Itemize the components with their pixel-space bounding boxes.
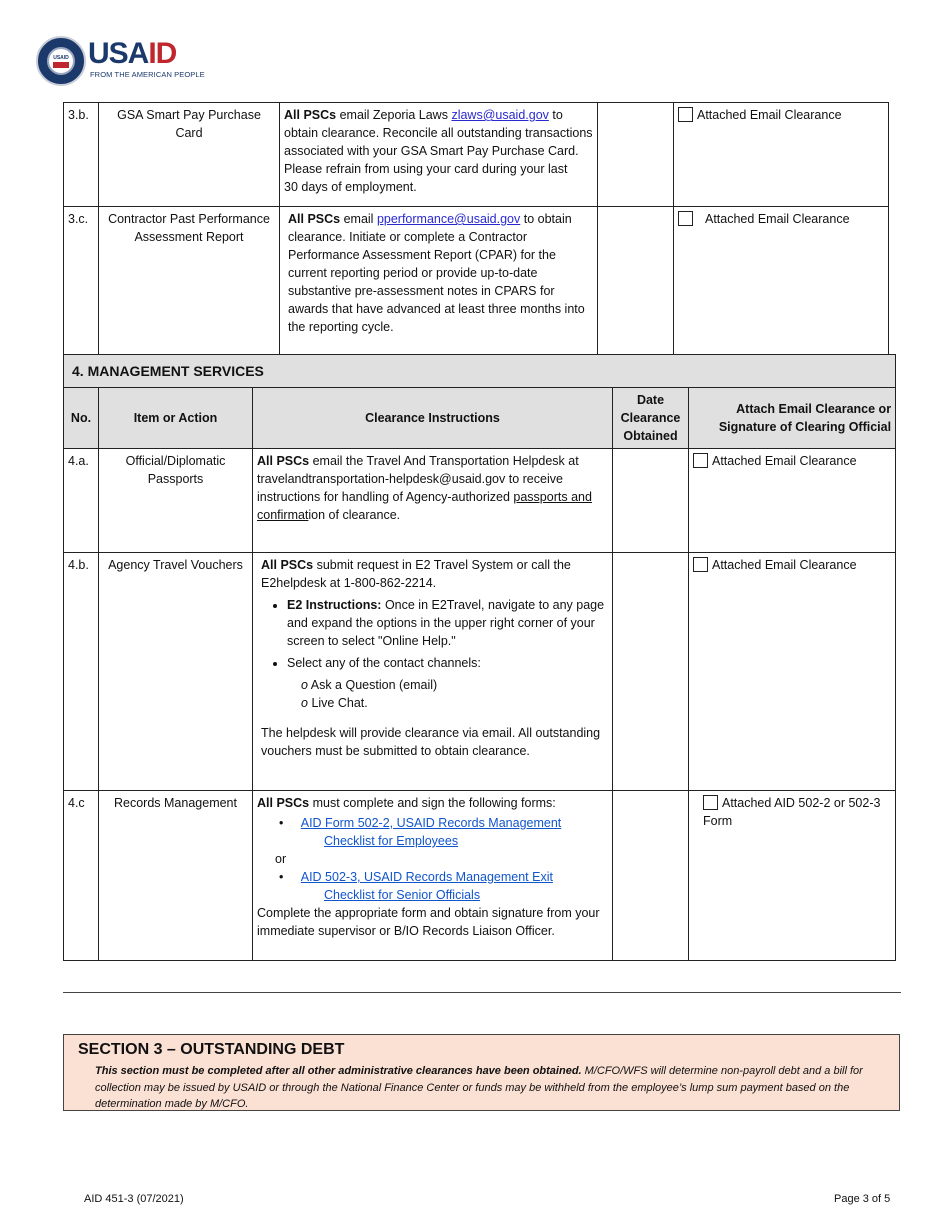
table-row <box>64 449 896 553</box>
attach-cell: Attached Email Clearance <box>674 103 889 207</box>
clearance-table-section-4 <box>63 354 896 961</box>
item-label: Contractor Past Performance Assessment Report <box>99 207 280 355</box>
clearance-instructions: All PSCs email Zeporia Laws zlaws@usaid.gov to obtain clearance. Reconcile all outstanding transactions associated with your GSA Smart Pay Purchase Card. Please refrain from using your card during your last 30 days of employment. <box>280 103 598 207</box>
email-link[interactable]: pperformance@usaid.gov <box>376 212 521 226</box>
attach-cell: Attached Email Clearance <box>689 449 896 553</box>
attach-checkbox[interactable] <box>678 211 693 226</box>
section-3-text: This section must be completed after all other administrative clearances have been obtained. M/CFO/WFS will determine non-payroll debt and a bill for collection may be issued by USAID or through the National Finance Center or funds may be withheld from the employee’s lump sum payment based on the determination made by M/CFO. <box>95 1065 863 1110</box>
row-number: 4.b. <box>64 553 99 791</box>
item-label: Agency Travel Vouchers <box>99 553 253 791</box>
form-502-2-link-cont[interactable]: Checklist for Employees <box>324 834 459 848</box>
date-cell[interactable] <box>598 103 674 207</box>
divider <box>63 992 901 993</box>
table-row <box>64 553 896 791</box>
attach-checkbox[interactable] <box>678 107 693 122</box>
form-number: AID 451-3 (07/2021) <box>84 1193 184 1205</box>
row-number: 3.b. <box>64 103 99 207</box>
header-item: Item or Action <box>99 388 253 449</box>
attach-checkbox[interactable] <box>693 453 708 468</box>
table-row <box>64 103 889 207</box>
clearance-instructions: All PSCs submit request in E2 Travel System or call the E2helpdesk at 1-800-862-2214. • E2 Instructions: Once in E2Travel, navigate to any page and expand the options in the upper right corner of your screen to select "Online Help." • Select any of the contact channels: o Ask a Question (email) o Live Chat. The helpdesk will provide clearance via email. All outstanding vouchers must be submitted to obtain clearance. <box>253 553 613 791</box>
usaid-seal-icon: USAID <box>36 36 86 86</box>
header-no: No. <box>64 388 99 449</box>
attach-checkbox[interactable] <box>693 557 708 572</box>
form-502-3-link-cont[interactable]: Checklist for Senior Officials <box>324 888 481 902</box>
section-3-title: SECTION 3 – OUTSTANDING DEBT <box>78 1041 345 1058</box>
logo-wordmark: USAID <box>88 37 177 70</box>
item-label: Official/Diplomatic Passports <box>99 449 253 553</box>
header-instructions: Clearance Instructions <box>253 388 613 449</box>
table-row <box>64 791 896 961</box>
clearance-table-section-3 <box>63 102 889 355</box>
date-cell[interactable] <box>613 791 689 961</box>
usaid-logo <box>36 36 211 88</box>
row-number: 4.c <box>64 791 99 961</box>
clearance-instructions: All PSCs email pperformance@usaid.gov to obtain clearance. Initiate or complete a Contractor Performance Assessment Report (CPAR) for the current reporting period or provide up-to-date substantive pre-assessment notes in CPARS for awards that have advanced at least three months into the reporting cycle. <box>280 207 598 355</box>
attach-cell: Attached Email Clearance <box>689 553 896 791</box>
header-date: Date Clearance Obtained <box>613 388 689 449</box>
page-number: Page 3 of 5 <box>834 1193 891 1205</box>
section-3-outstanding-debt <box>63 1034 900 1111</box>
date-cell[interactable] <box>613 553 689 791</box>
attach-checkbox[interactable] <box>703 795 718 810</box>
row-number: 3.c. <box>64 207 99 355</box>
table-row <box>64 207 889 355</box>
logo-tagline: FROM THE AMERICAN PEOPLE <box>90 70 205 79</box>
header-attach: Attach Email Clearance or Signature of Clearing Official <box>689 388 896 449</box>
row-number: 4.a. <box>64 449 99 553</box>
section-title: 4. MANAGEMENT SERVICES <box>64 355 896 388</box>
clearance-instructions: All PSCs must complete and sign the following forms: • AID Form 502-2, USAID Records Management Checklist for Employees or • AID 502-3, USAID Records Management Exit Checklist for Senior Officials Complete the appropriate form and obtain signature from your immediate supervisor or B/IO Records Liaison Officer. <box>253 791 613 961</box>
item-label: Records Management <box>99 791 253 961</box>
attach-cell: Attached Email Clearance <box>674 207 889 355</box>
form-502-2-link[interactable]: AID Form 502-2, USAID Records Management <box>300 816 562 830</box>
clearance-instructions: All PSCs email the Travel And Transportation Helpdesk at travelandtransportation-helpdesk@usaid.gov to receive instructions for handling of Agency-authorized passports and confirmation of clearance. <box>253 449 613 553</box>
form-502-3-link[interactable]: AID 502-3, USAID Records Management Exit <box>300 870 553 884</box>
date-cell[interactable] <box>613 449 689 553</box>
item-label: GSA Smart Pay Purchase Card <box>99 103 280 207</box>
date-cell[interactable] <box>598 207 674 355</box>
email-link[interactable]: zlaws@usaid.gov <box>451 108 549 122</box>
attach-cell: Attached AID 502-2 or 502-3 Form <box>689 791 896 961</box>
